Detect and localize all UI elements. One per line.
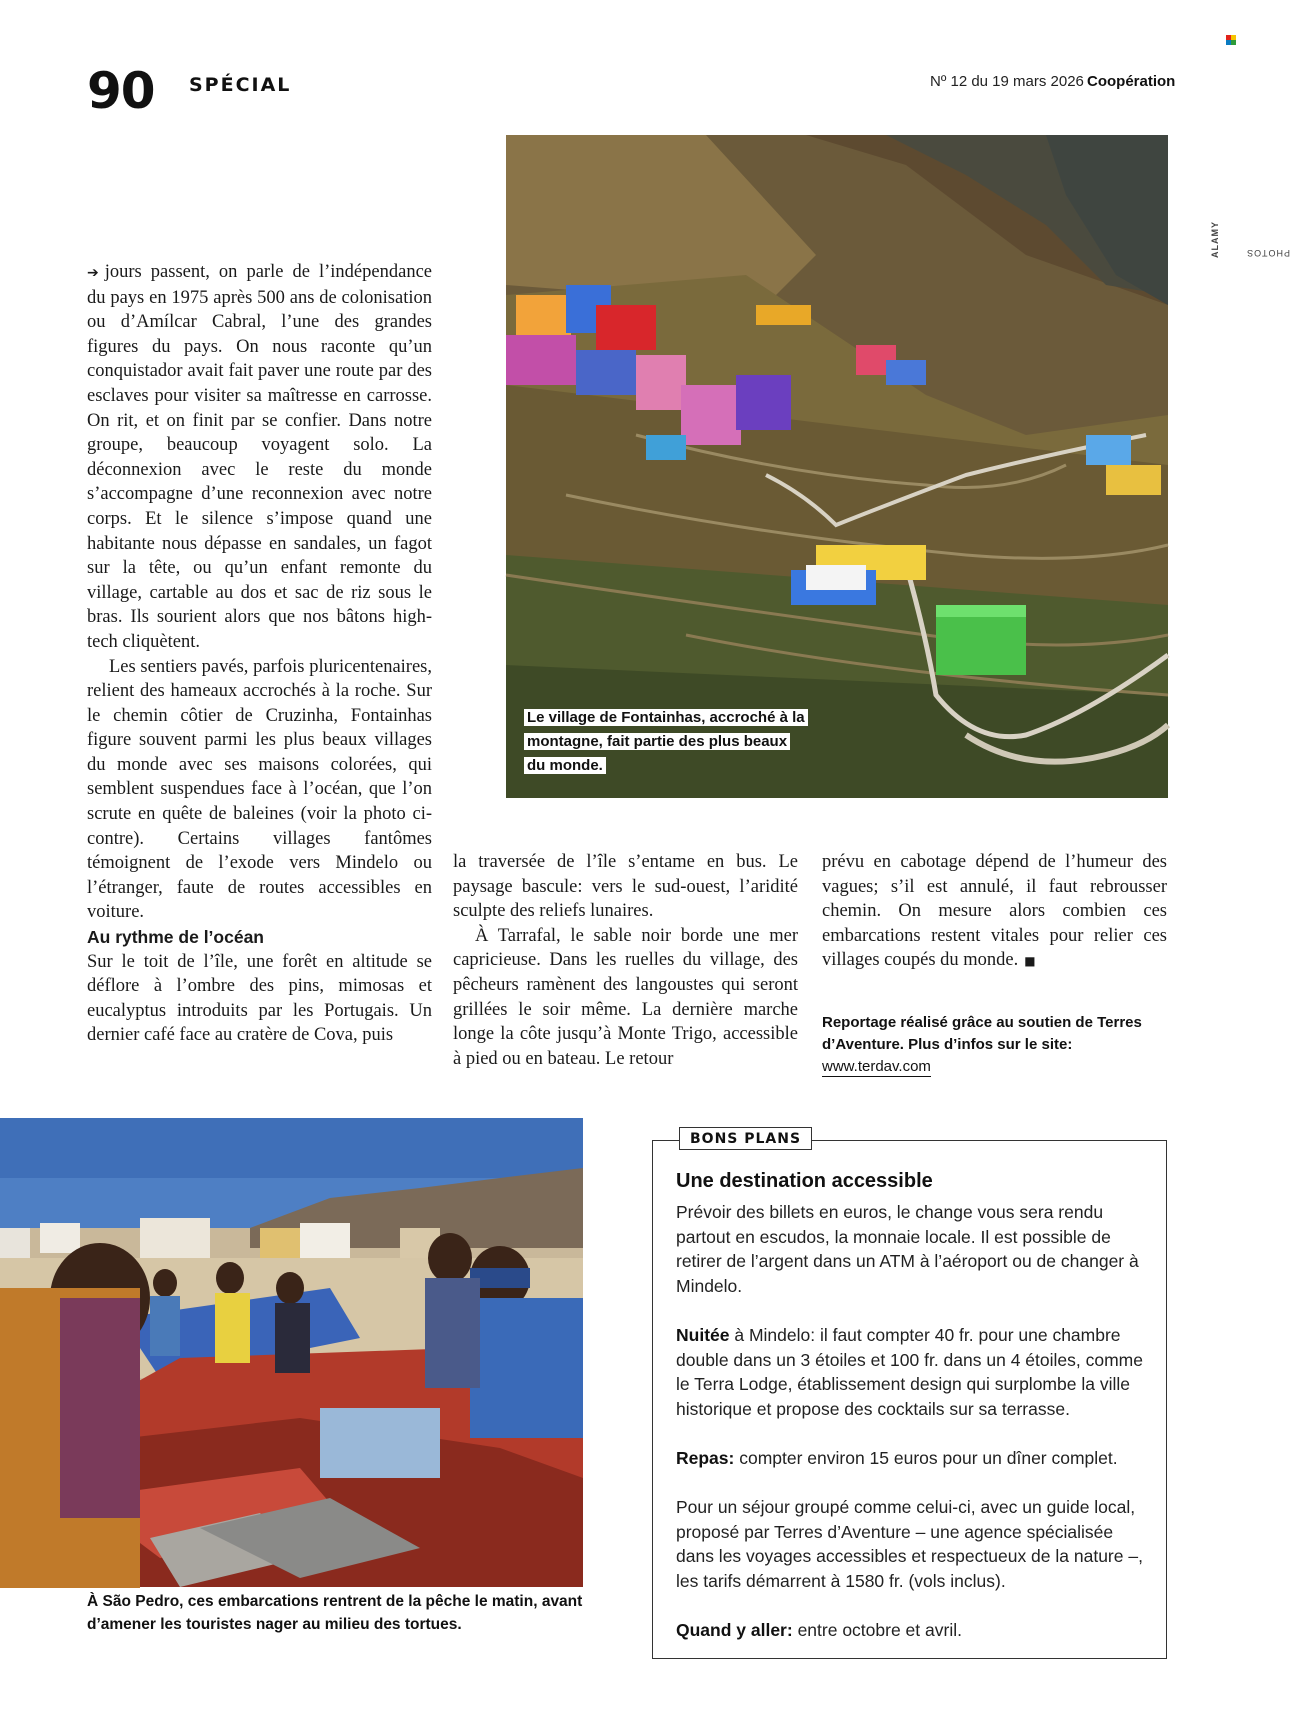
- article-paragraph: Sur le toit de l’île, une forêt en altitude se déflore à l’ombre des pins, mimosas et eucalyptus introduits par les Portugais. Un dernier café face au cratère de Cova, puis: [87, 951, 432, 1046]
- sao-pedro-caption: À São Pedro, ces embarcations rentrent de la pêche le matin, avant d’amener les touristes nager au milieu des tortues.: [87, 1593, 583, 1633]
- tips-paragraph: Pour un séjour groupé comme celui-ci, avec un guide local, proposé par Terres d’Aventure – une agence spécialisée dans les voyages accessibles et respectueux de la nature –, les tarifs démarrent à 1580 fr. (vols inclus).: [676, 1497, 1143, 1591]
- tips-tag: BONS PLANS: [679, 1127, 812, 1150]
- sao-pedro-fishermen-photo: [0, 1118, 583, 1587]
- article-paragraph: ➔ jours passent, on parle de l’indépendance du pays en 1975 après 500 ans de colonisation ou d’Amílcar Cabral, l’une des grandes figures du pays. On nous raconte qu’un conquistador avait fait paver une route par des esclaves pour visiter sa maîtresse en carrosse. On rit, et on finit par se confier. Dans notre groupe, beaucoup voyagent solo. La déconnexion avec le reste du monde s’accompagne d’une reconnexion avec notre corps. Et le silence s’impose quand une habitante nous dépasse en sandales, un fagot sur la tête, ou qu’un enfant remonte du village, cartable au dos et sac de riz sous le bras. Ils sourient alors que nos bâtons high-tech cliquètent.: [87, 262, 432, 652]
- fontainhas-illustration: [506, 135, 1168, 798]
- tips-paragraph: Repas: compter environ 15 euros pour un dîner complet.: [676, 1447, 1118, 1468]
- article-column-2: [453, 850, 798, 1071]
- article-paragraph: la traversée de l’île s’entame en bus. Le paysage bascule: vers le sud-ouest, l’aridité sculpte des reliefs lunaires.: [453, 852, 798, 922]
- article-column-1: [87, 260, 432, 1048]
- section-label: SPÉCIAL: [189, 74, 292, 96]
- end-of-article-icon: ■: [1024, 954, 1036, 969]
- tips-title: Une destination accessible: [676, 1170, 933, 1192]
- tips-paragraph: Quand y aller: entre octobre et avril.: [676, 1620, 962, 1641]
- fontainhas-village-photo: [506, 135, 1168, 798]
- terdav-link[interactable]: www.terdav.com: [822, 1058, 931, 1075]
- tips-paragraph: Nuitée à Mindelo: il faut compter 40 fr. pour une chambre double dans un 3 étoiles et 100 fr. dans un 4 étoiles, comme le Terra Lodge, établissement design qui surplombe la ville historique et propose des cocktails sur sa terrasse.: [676, 1324, 1143, 1419]
- sponsorship-note: Reportage réalisé grâce au soutien de Terres d’Aventure. Plus d’infos sur le site: www.terdav.com: [822, 1014, 1142, 1075]
- magazine-name: Coopération: [1087, 73, 1176, 90]
- continuation-arrow-icon: ➔: [87, 265, 99, 281]
- photo-credit: [1210, 178, 1290, 258]
- article-subheading: Au rythme de l’océan: [87, 927, 264, 948]
- article-paragraph: À Tarrafal, le sable noir borde une mer capricieuse. Dans les ruelles du village, des pêcheurs ramènent des langoustes qui seront grillées le soir même. La dernière marche longe la côte jusqu’à Monte Trigo, accessible à pied ou en bateau. Le retour: [453, 925, 798, 1069]
- issue-date: Nº 12 du 19 mars 2026: [930, 73, 1084, 90]
- fontainhas-caption: Le village de Fontainhas, accroché à la montagne, fait partie des plus beaux du monde.: [524, 706, 809, 778]
- publisher-logo-mark: [1226, 35, 1236, 45]
- article-column-3: [822, 850, 1167, 974]
- sao-pedro-illustration: [0, 1118, 583, 1587]
- photo-credit-name: ALAMY: [1210, 221, 1220, 258]
- tips-paragraph: Prévoir des billets en euros, le change vous sera rendu partout en escudos, la monnaie locale. Il est possible de retirer de l’argent dans un ATM à l’aéroport ou de changer à Mindelo.: [676, 1202, 1139, 1296]
- article-paragraph: Les sentiers pavés, parfois pluricentenaires, relient des hameaux accrochés à la roche. Sur le chemin côtier de Cruzinha, Fontainhas figure souvent parmi les plus beaux villages du monde avec ses maisons colorées, qui semblent suspendues face à l’océan, que l’on scrute en quête de baleines (voir la photo ci-contre). Certains villages fantômes témoignent de l’exode vers Mindelo ou l’étranger, faute de routes accessibles en voiture.: [87, 656, 432, 923]
- article-paragraph: prévu en cabotage dépend de l’humeur des vagues; s’il est annulé, il faut rebrousser chemin. On mesure alors combien ces embarcations restent vitales pour relier ces villages coupés du monde. ■: [822, 852, 1167, 971]
- page-number: 90: [87, 62, 155, 120]
- tips-box: [652, 1131, 1167, 1659]
- photo-credit-prefix: PHOTOS: [1246, 248, 1290, 258]
